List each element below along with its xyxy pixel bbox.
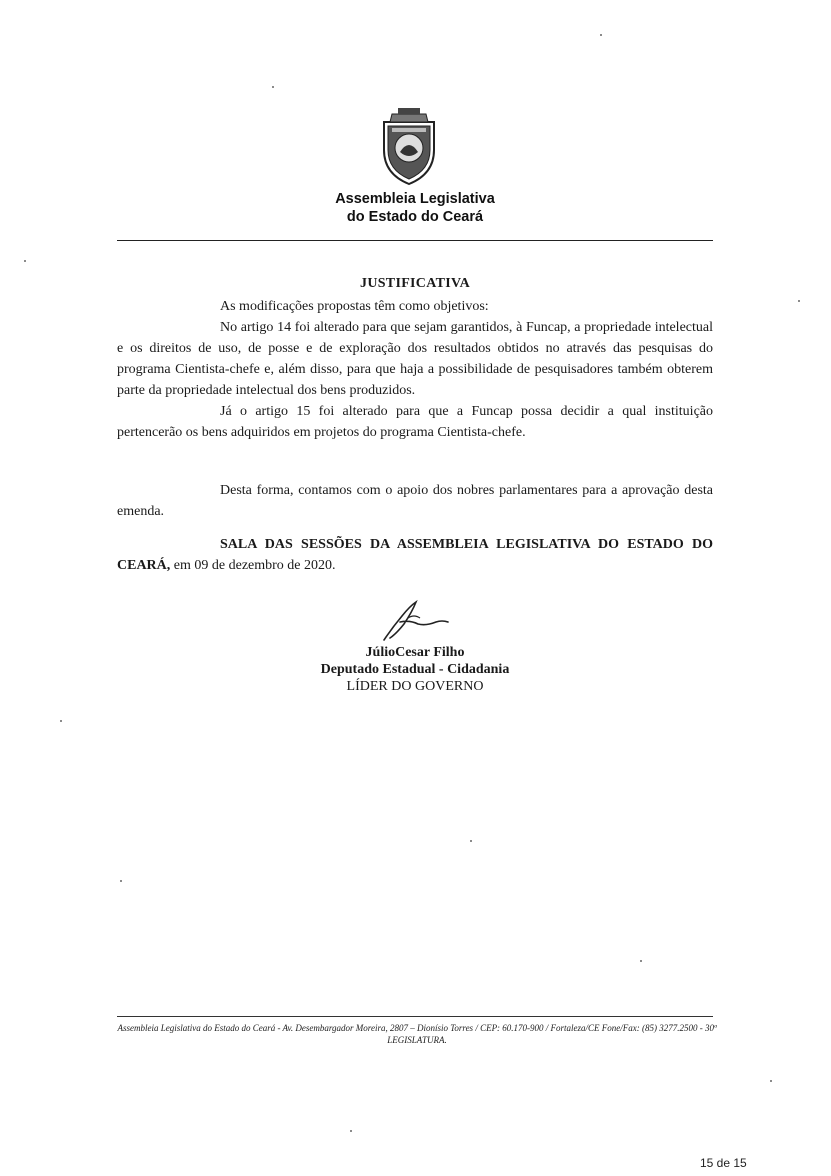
- page-number: 15 de 15: [700, 1156, 747, 1170]
- article-15-paragraph: Já o artigo 15 foi alterado para que a Funcap possa decidir a qual instituição pertencerão os bens adquiridos em projetos do programa Cientista-chefe.: [117, 404, 713, 440]
- signatory-title: LÍDER DO GOVERNO: [346, 679, 484, 694]
- scan-speck: [60, 720, 62, 722]
- document-body: [117, 296, 713, 576]
- scan-speck: [640, 960, 642, 962]
- signature-block: [300, 598, 530, 695]
- scan-speck: [798, 300, 800, 302]
- footer-divider: [117, 1016, 713, 1017]
- institution-name-line1: Assembleia Legislativa: [335, 191, 495, 207]
- scan-speck: [470, 840, 472, 842]
- scan-speck: [120, 880, 122, 882]
- institution-name-line2: do Estado do Ceará: [346, 209, 484, 225]
- scan-speck: [24, 260, 26, 262]
- closing-paragraph: Desta forma, contamos com o apoio dos nobres parlamentares para a aprovação desta emenda.: [117, 483, 713, 519]
- signatory-role: Deputado Estadual - Cidadania: [320, 662, 510, 677]
- header-divider: [117, 240, 713, 241]
- scan-speck: [770, 1080, 772, 1082]
- scan-speck: [350, 1130, 352, 1132]
- session-statement-date: em 09 de dezembro de 2020.: [170, 558, 336, 573]
- session-statement: [117, 534, 713, 576]
- scan-speck: [600, 34, 602, 36]
- scan-speck: [272, 86, 274, 88]
- intro-paragraph: As modificações propostas têm como objetivos:: [220, 299, 489, 314]
- document-title: JUSTIFICATIVA: [360, 276, 470, 291]
- signatory-name: JúlioCesar Filho: [365, 645, 465, 660]
- state-coat-of-arms-icon: [378, 108, 440, 186]
- article-14-paragraph: No artigo 14 foi alterado para que sejam garantidos, à Funcap, a propriedade intelectual e os direitos de uso, de posse e de exploração dos resultados obtidos no através das pesquisas do programa Cientista-chefe e, além disso, para que haja a possibilidade de pesquisadores também obterem parte da propriedade intelectual dos bens produzidos.: [117, 320, 713, 398]
- footer-address: Assembleia Legislativa do Estado do Ceará - Av. Desembargador Moreira, 2807 – Dionísio Torres / CEP: 60.170-900 / Fortaleza/CE Fone/Fax: (85) 3277.2500 - 30ª LEGISLATURA.: [117, 1023, 717, 1045]
- session-statement-bold: SALA DAS SESSÕES DA ASSEMBLEIA LEGISLATIVA DO ESTADO DO CEARÁ,: [117, 537, 713, 573]
- handwritten-signature-icon: [370, 598, 460, 644]
- institution-header: [300, 190, 530, 226]
